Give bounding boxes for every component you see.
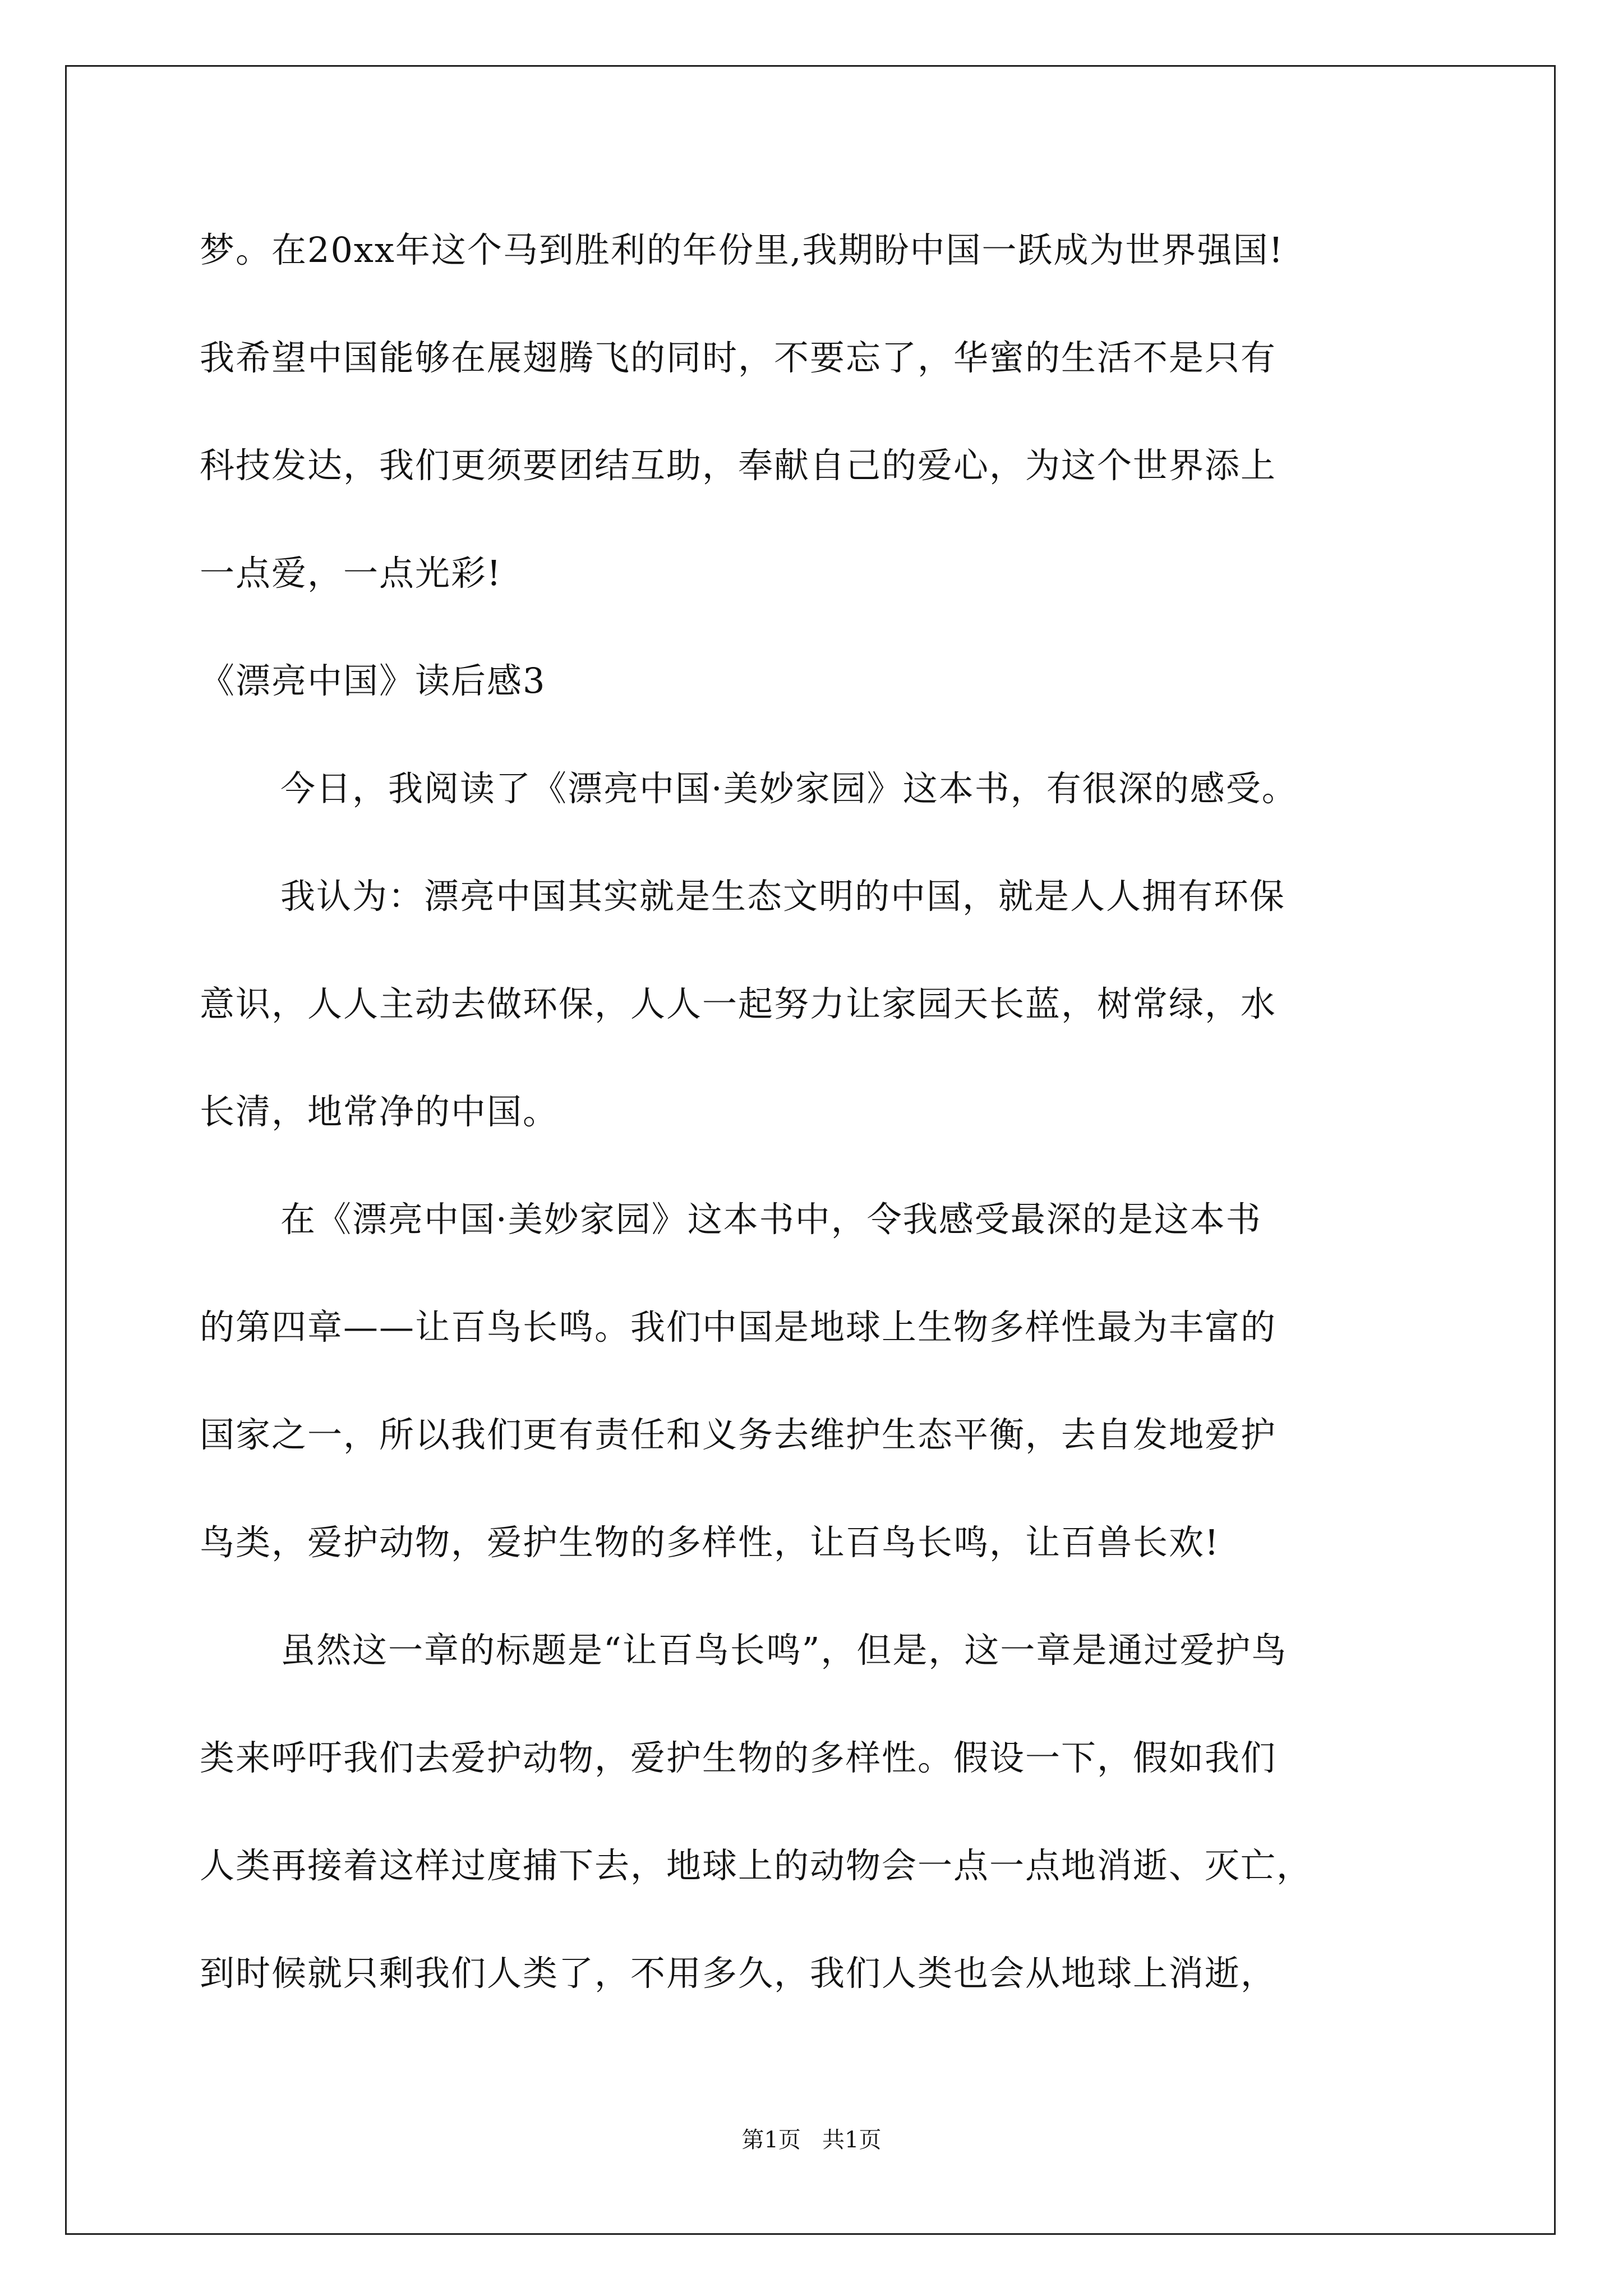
text-line-7: 我认为：漂亮中国其实就是生态文明的中国，就是人人拥有环保 bbox=[280, 876, 1286, 917]
text-line-12: 国家之一，所以我们更有责任和义务去维护生态平衡，去自发地爱护 bbox=[200, 1414, 1277, 1455]
text-line-1: 梦。在20xx年这个马到胜利的年份里,我期盼中国一跃成为世界强国! bbox=[200, 229, 1284, 270]
text-line-3: 科技发达，我们更须要团结互助，奉献自己的爱心，为这个世界添上 bbox=[200, 445, 1277, 486]
section-heading: 《漂亮中国》读后感3 bbox=[200, 660, 546, 701]
text-line-11: 的第四章——让百鸟长鸣。我们中国是地球上生物多样性最为丰富的 bbox=[200, 1306, 1277, 1347]
text-line-17: 到时候就只剩我们人类了，不用多久，我们人类也会从地球上消逝， bbox=[200, 1953, 1277, 1994]
text-line-4: 一点爱，一点光彩! bbox=[200, 553, 502, 593]
text-line-2: 我希望中国能够在展翅腾飞的同时，不要忘了，华蜜的生活不是只有 bbox=[200, 337, 1277, 378]
text-line-13: 鸟类，爱护动物，爱护生物的多样性，让百鸟长鸣，让百兽长欢! bbox=[200, 1522, 1220, 1563]
page-number-footer: 第1页 共1页 bbox=[741, 2127, 882, 2153]
text-line-8: 意识，人人主动去做环保，人人一起努力让家园天长蓝，树常绿，水 bbox=[200, 983, 1277, 1024]
text-line-14: 虽然这一章的标题是“让百鸟长鸣”，但是，这一章是通过爱护鸟 bbox=[280, 1630, 1288, 1671]
text-line-10: 在《漂亮中国·美妙家园》这本书中，令我感受最深的是这本书 bbox=[280, 1199, 1262, 1240]
text-line-15: 类来呼吁我们去爱护动物，爱护生物的多样性。假设一下，假如我们 bbox=[200, 1737, 1277, 1778]
text-line-9: 长清，地常净的中国。 bbox=[200, 1091, 559, 1132]
text-line-16: 人类再接着这样过度捕下去，地球上的动物会一点一点地消逝、灭亡， bbox=[200, 1845, 1313, 1886]
page-border bbox=[65, 65, 1556, 2235]
text-line-6: 今日，我阅读了《漂亮中国·美妙家园》这本书，有很深的感受。 bbox=[280, 768, 1298, 809]
